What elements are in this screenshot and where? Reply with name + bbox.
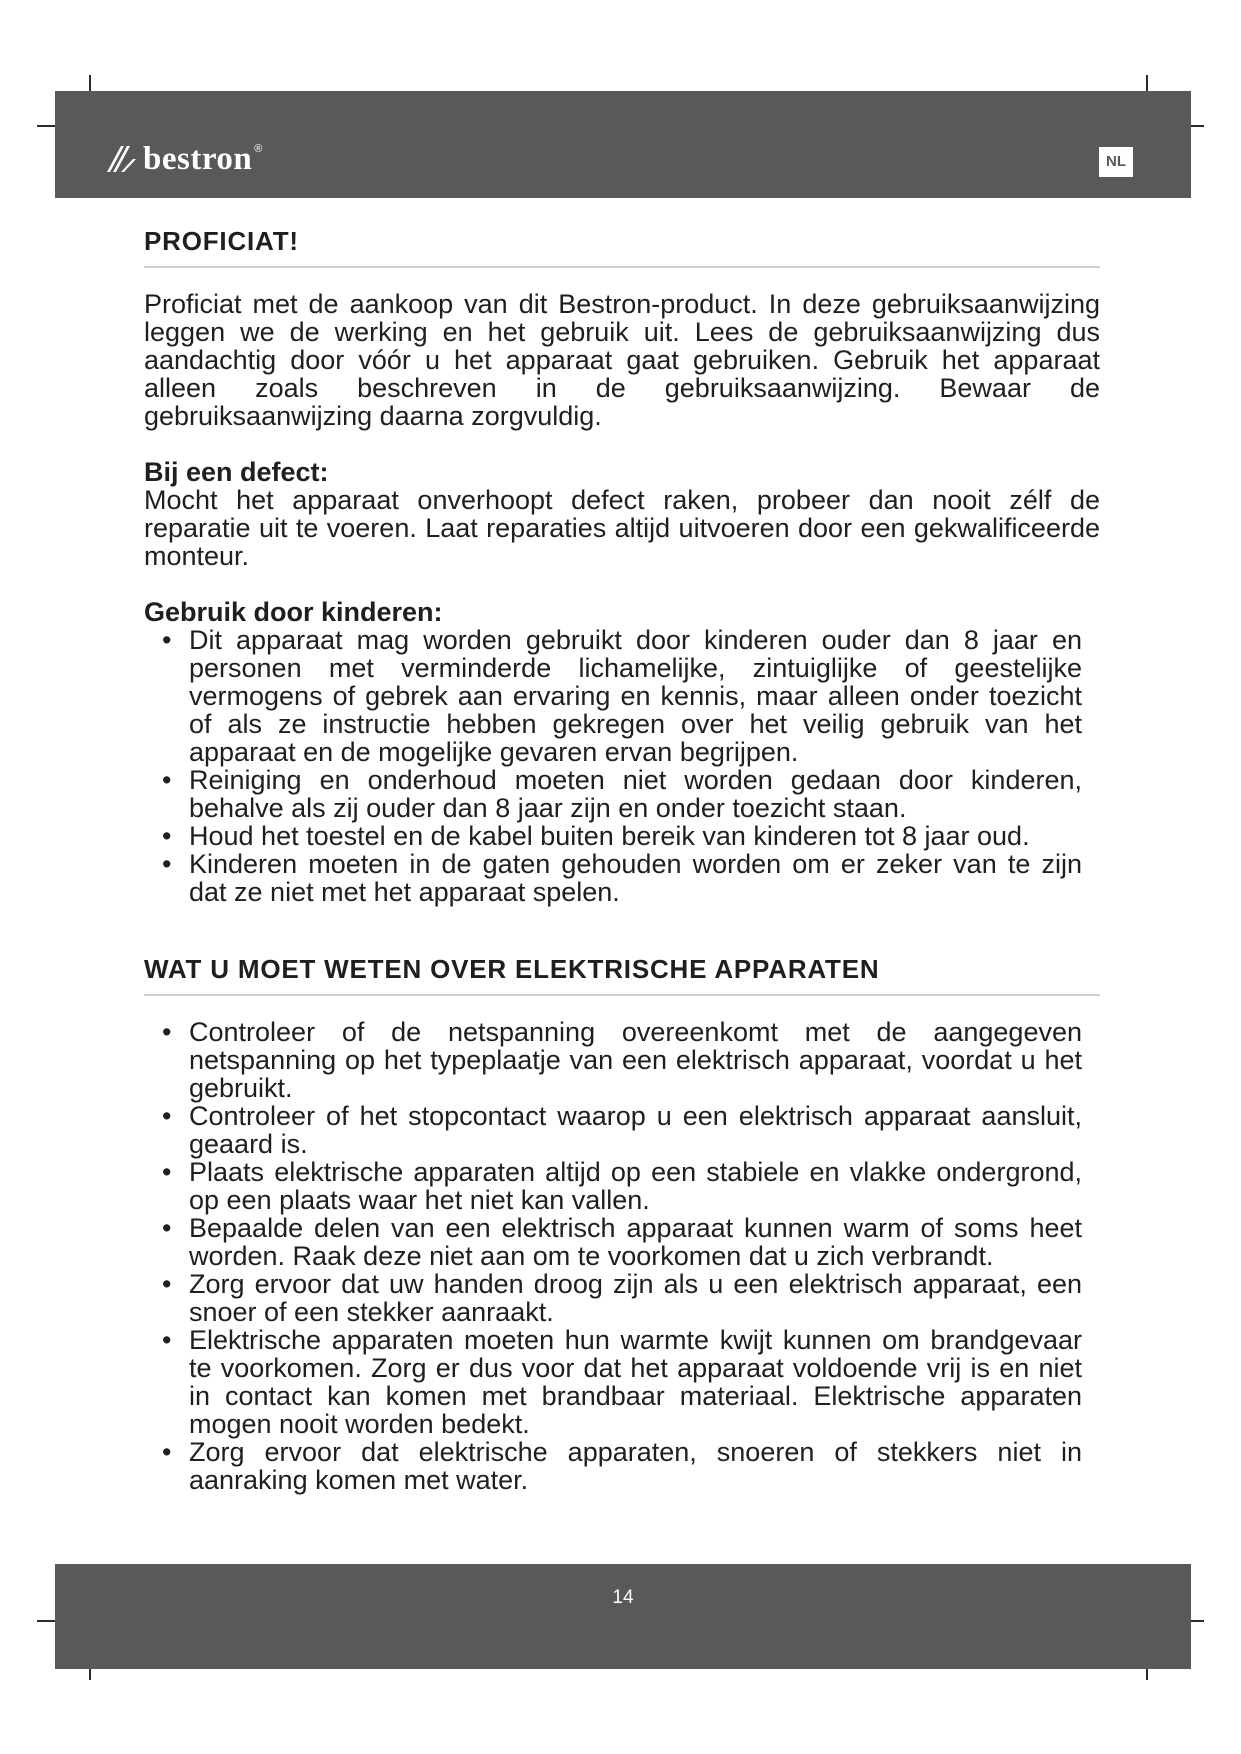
defect-heading: Bij een defect: — [144, 457, 329, 487]
section-heading-electrical: WAT U MOET WETEN OVER ELEKTRISCHE APPARATEN — [144, 954, 1100, 996]
language-badge: NL — [1099, 147, 1133, 177]
children-list — [144, 626, 1100, 906]
page-number: 14 — [612, 1587, 634, 1608]
list-item: • Reiniging en onderhoud moeten niet worden gedaan door kinderen, behalve als zij ouder dan 8 jaar zijn en onder toezicht staan. — [162, 765, 1082, 823]
brand-name: bestron — [143, 141, 253, 177]
list-item: • Dit apparaat mag worden gebruikt door kinderen ouder dan 8 jaar en personen met verminderde lichamelijke, zintuiglijke of geestelijke vermogens of gebrek aan ervaring en kennis, maar alleen onder toezicht of als ze instructie hebben gekregen over het veilig gebruik van het apparaat en de mogelijke gevaren ervan begrijpen. — [162, 625, 1082, 767]
list-item: • Controleer of de netspanning overeenkomt met de aangegeven netspanning op het typeplaatje van een elektrisch apparaat, voordat u het gebruikt. — [162, 1017, 1082, 1103]
defect-paragraph: Mocht het apparaat onverhoopt defect raken, probeer dan nooit zélf de reparatie uit te voeren. Laat reparaties altijd uitvoeren door een gekwalificeerde monteur. — [144, 485, 1100, 571]
list-item: • Zorg ervoor dat elektrische apparaten, snoeren of stekkers niet in aanraking komen met water. — [162, 1437, 1082, 1495]
page-content — [144, 226, 1100, 1494]
list-item: • Bepaalde delen van een elektrisch apparaat kunnen warm of soms heet worden. Raak deze niet aan om te voorkomen dat u zich verbrandt. — [162, 1213, 1082, 1271]
list-item: • Plaats elektrische apparaten altijd op een stabiele en vlakke ondergrond, op een plaats waar het niet kan vallen. — [162, 1157, 1082, 1215]
footer-bar — [55, 1564, 1191, 1669]
header-bar — [55, 91, 1191, 198]
intro-paragraph: Proficiat met de aankoop van dit Bestron-product. In deze gebruiksaanwijzing leggen we de werking en het gebruik uit. Lees de gebruiksaanwijzing dus aandachtig door vóór u het apparaat gaat gebruiken. Gebruik het apparaat alleen zoals beschreven in de gebruiksaanwijzing. Bewaar de gebruiksaanwijzing daarna zorgvuldig. — [144, 289, 1100, 431]
list-item: • Controleer of het stopcontact waarop u een elektrisch apparaat aansluit, geaard is. — [162, 1101, 1082, 1159]
section-heading-intro: PROFICIAT! — [144, 226, 1100, 268]
registered-mark-icon: ® — [254, 143, 263, 155]
brand-logo — [105, 141, 262, 177]
list-item: • Elektrische apparaten moeten hun warmte kwijt kunnen om brandgevaar te voorkomen. Zorg er dus voor dat het apparaat voldoende vrij is en niet in contact kan komen met brandbaar materiaal. Elektrische apparaten mogen nooit worden bedekt. — [162, 1325, 1082, 1439]
list-item: • Kinderen moeten in de gaten gehouden worden om er zeker van te zijn dat ze niet met het apparaat spelen. — [162, 849, 1082, 907]
chevron-logo-icon — [105, 142, 139, 176]
list-item: • Zorg ervoor dat uw handen droog zijn als u een elektrisch apparaat, een snoer of een stekker aanraakt. — [162, 1269, 1082, 1327]
list-item: • Houd het toestel en de kabel buiten bereik van kinderen tot 8 jaar oud. — [162, 821, 1030, 851]
electrical-list — [144, 1018, 1100, 1494]
children-heading: Gebruik door kinderen: — [144, 597, 443, 627]
